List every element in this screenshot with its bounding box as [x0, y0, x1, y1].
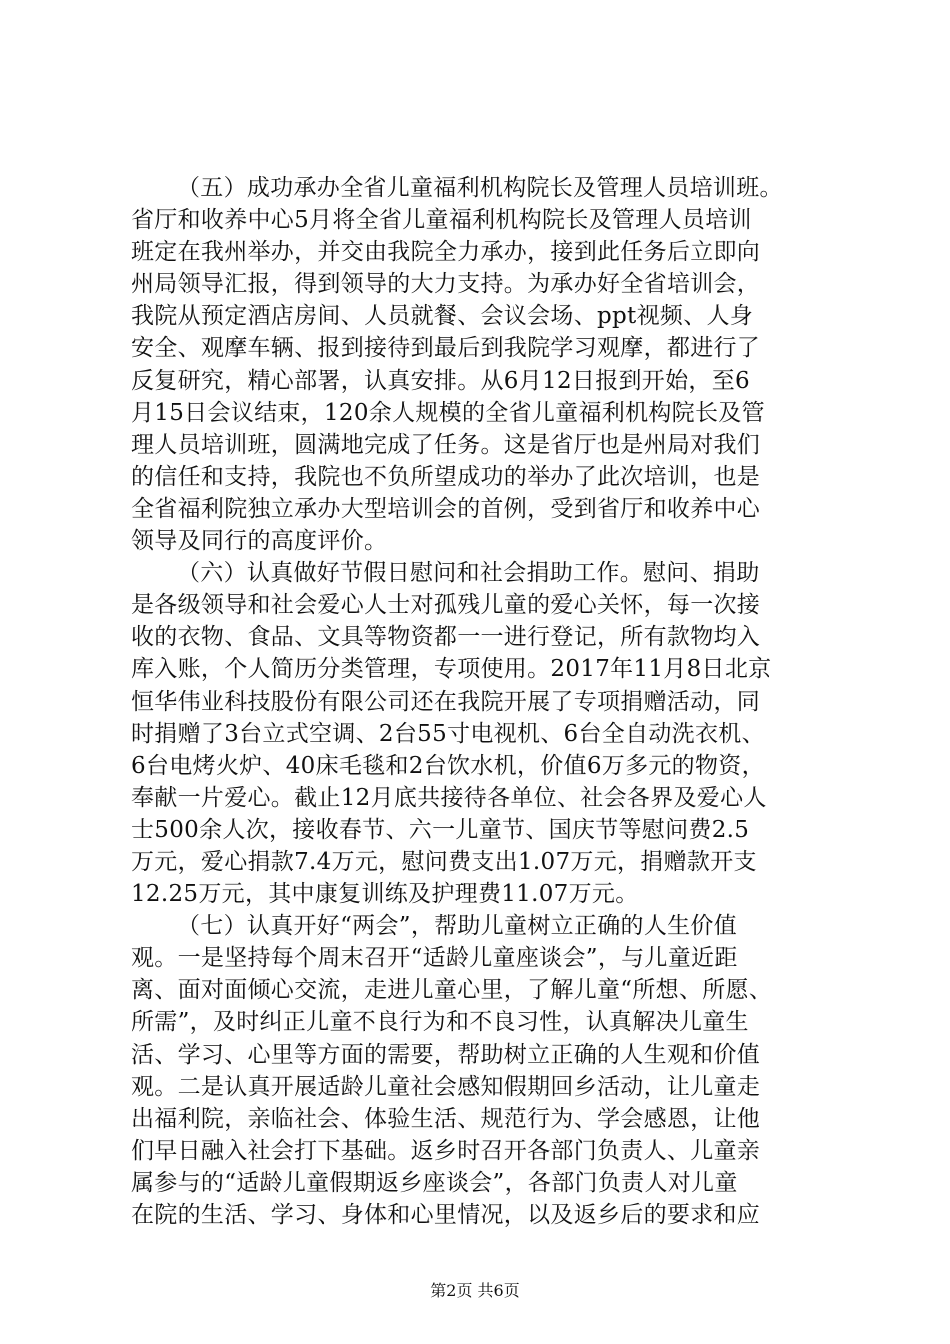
text-line: 库入账，个人简历分类管理，专项使用。2017年11月8日北京: [131, 656, 772, 683]
paragraph-first-line: （七）认真开好“两会”，帮助儿童树立正确的人生价值: [177, 913, 738, 940]
text-line: 观。一是坚持每个周末召开“适龄儿童座谈会”，与儿童近距: [131, 945, 738, 972]
paragraph-first-line: （六）认真做好节假日慰问和社会捐助工作。慰问、捐助: [177, 560, 760, 587]
text-line: 恒华伟业科技股份有限公司还在我院开展了专项捐赠活动，同: [131, 688, 761, 715]
text-line: 是各级领导和社会爱心人士对孤残儿童的爱心关怀，每一次接: [131, 592, 761, 619]
paragraph-first-line: （五）成功承办全省儿童福利机构院长及管理人员培训班。: [177, 175, 783, 201]
text-line: 士500余人次，接收春节、六一儿童节、国庆节等慰问费2.5: [131, 816, 750, 843]
text-line: 我院从预定酒店房间、人员就餐、会议会场、ppt视频、人身: [131, 303, 754, 330]
text-line: 安全、观摩车辆、报到接待到最后到我院学习观摩，都进行了: [131, 335, 761, 362]
text-line: 在院的生活、学习、身体和心里情况，以及返乡后的要求和应: [131, 1202, 761, 1228]
text-line: 收的衣物、食品、文具等物资都一一进行登记，所有款物均入: [131, 624, 761, 651]
text-line: 领导及同行的高度评价。: [131, 528, 388, 555]
text-line: 全省福利院独立承办大型培训会的首例，受到省厅和收养中心: [131, 495, 761, 522]
text-line: 观。二是认真开展适龄儿童社会感知假期回乡活动，让儿童走: [131, 1073, 761, 1100]
text-line: 州局领导汇报，得到领导的大力支持。为承办好全省培训会，: [131, 271, 761, 298]
text-line: 班定在我州举办，并交由我院全力承办，接到此任务后立即向: [131, 239, 761, 266]
text-line: 6台电烤火炉、40床毛毯和2台饮水机，价值6万多元的物资，: [131, 752, 765, 779]
text-line: 出福利院，亲临社会、体验生活、规范行为、学会感恩，让他: [131, 1105, 761, 1132]
text-line: 活、学习、心里等方面的需要，帮助树立正确的人生观和价值: [131, 1041, 761, 1068]
page-footer: 第2页 共6页: [430, 1281, 520, 1300]
text-line: 所需”，及时纠正儿童不良行为和不良习性，认真解决儿童生: [131, 1009, 749, 1036]
text-line: 省厅和收养中心5月将全省儿童福利机构院长及管理人员培训: [131, 207, 752, 234]
text-line: 月15日会议结束，120余人规模的全省儿童福利机构院长及管: [131, 399, 765, 426]
text-line: 时捐赠了3台立式空调、2台55寸电视机、6台全自动洗衣机、: [131, 720, 765, 747]
document-body: [131, 172, 833, 1231]
text-line: 奉献一片爱心。截止12月底共接待各单位、社会各界及爱心人: [131, 784, 767, 811]
text-line: 反复研究，精心部署，认真安排。从6月12日报到开始，至6: [131, 367, 750, 394]
text-line: 12.25万元，其中康复训练及护理费11.07万元。: [131, 881, 639, 908]
text-line: 属参与的“适龄儿童假期返乡座谈会”，各部门负责人对儿童: [131, 1169, 738, 1196]
text-line: 理人员培训班，圆满地完成了任务。这是省厅也是州局对我们: [131, 431, 761, 458]
text-line: 们早日融入社会打下基础。返乡时召开各部门负责人、儿童亲: [131, 1137, 761, 1164]
text-line: 离、面对面倾心交流，走进儿童心里，了解儿童“所想、所愿、: [131, 977, 773, 1004]
text-line: 的信任和支持，我院也不负所望成功的举办了此次培训，也是: [131, 463, 761, 490]
text-line: 万元，爱心捐款7.4万元，慰问费支出1.07万元，捐赠款开支: [131, 848, 757, 875]
